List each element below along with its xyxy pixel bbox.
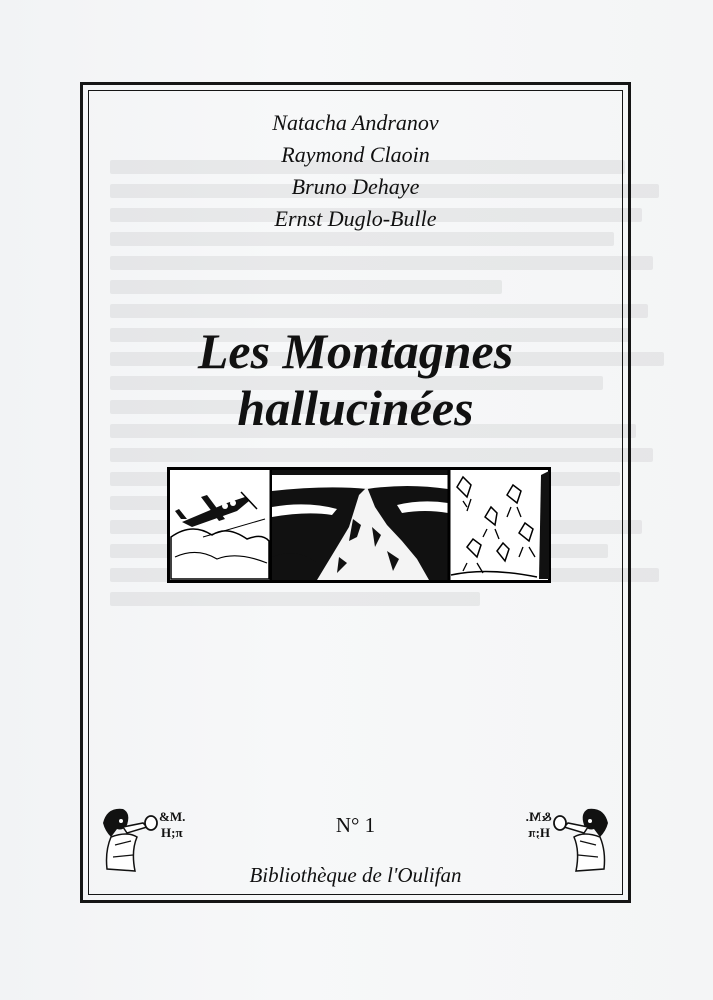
svg-text:&M.: &M. — [159, 809, 186, 824]
author-name: Bruno Dehaye — [291, 174, 420, 199]
book-title — [89, 323, 622, 437]
comic-strip-illustration — [167, 467, 551, 583]
author-name: Natacha Andranov — [272, 110, 439, 135]
author-list — [89, 107, 622, 235]
svg-text:H;π: H;π — [528, 825, 550, 840]
svg-text:&M.: &M. — [525, 809, 552, 824]
cover-frame — [80, 82, 631, 903]
book-title-line-2: hallucinées — [237, 380, 474, 436]
book-title-line-1: Les Montagnes — [197, 323, 514, 379]
cover-frame-inner-rule — [88, 90, 623, 895]
mountain-panel — [272, 470, 448, 580]
svg-text:H;π: H;π — [161, 825, 183, 840]
issue-number: N° 1 — [335, 813, 376, 837]
author-name: Ernst Duglo-Bulle — [274, 206, 437, 231]
author-name: Raymond Claoin — [281, 142, 430, 167]
publisher-imprint: Bibliothèque de l'Oulifan — [249, 863, 462, 887]
